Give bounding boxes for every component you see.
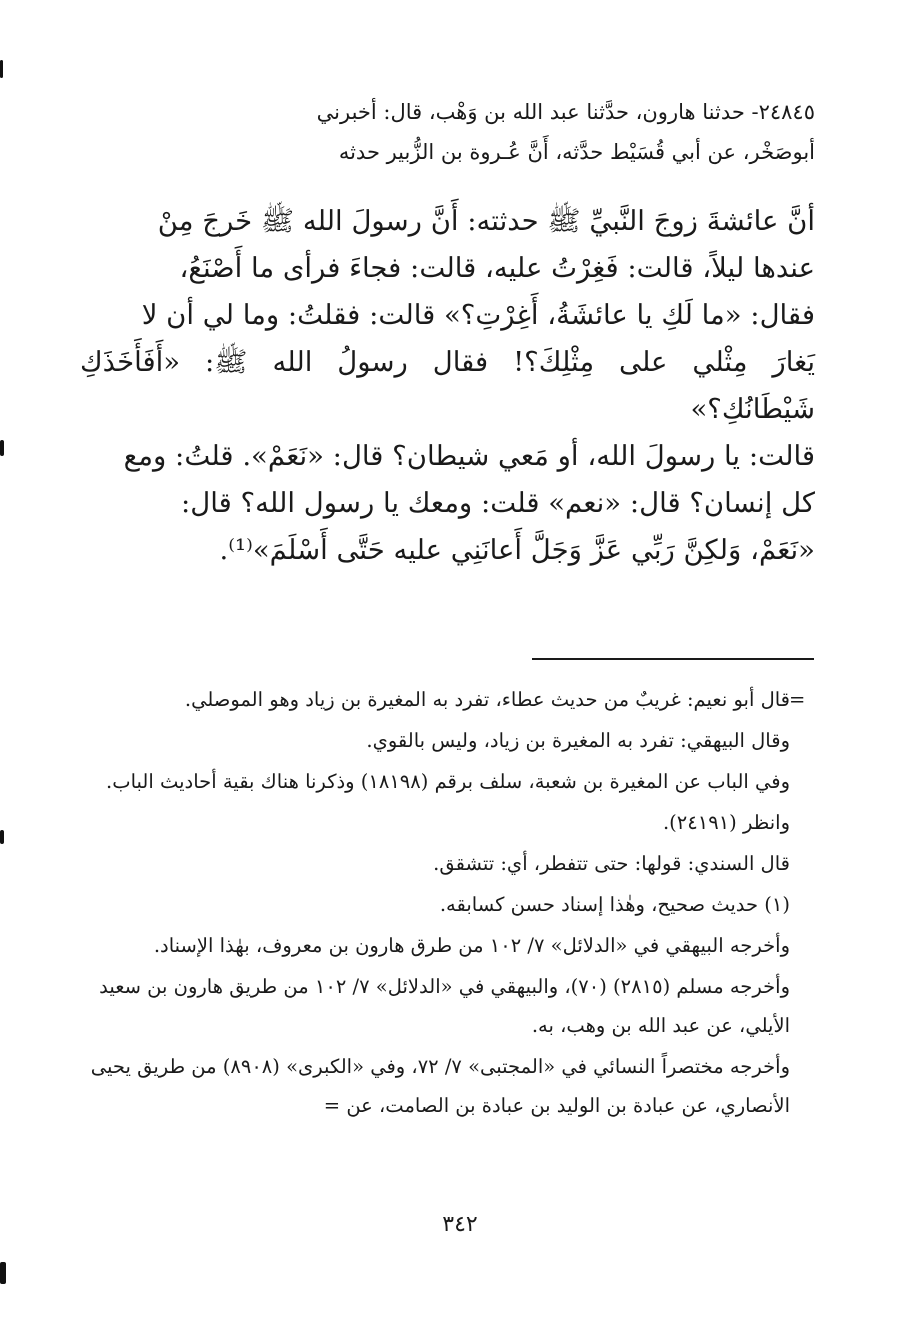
footnote-line: قال أبو نعيم: غريبٌ من حديث عطاء، تفرد به المغيرة بن زياد وهو الموصلي. [184, 688, 790, 711]
page-number: ٣٤٢ [442, 1212, 478, 1237]
footnote-continuation-mark: = [789, 688, 806, 711]
scan-edge-mark [0, 830, 4, 844]
matn-line: قالت: يا رسولَ الله، أو مَعي شيطان؟ قال: «نَعَمْ». قلتُ: ومع [123, 440, 815, 472]
matn-line: كل إنسان؟ قال: «نعم» قلت: ومعك يا رسول الله؟ قال: [181, 487, 815, 519]
footnote-line: وأخرجه مختصراً النسائي في «المجتبى» ٧/ ٧٢، وفي «الكبرى» (٨٩٠٨) من طريق يحيى الأنصاري، عن عبادة بن الوليد بن عبادة بن الصامت، عن = [90, 1055, 790, 1117]
footnotes [80, 680, 790, 1127]
matn-line: فقال: «ما لَكِ يا عائشَةُ، أَغِرْتِ؟» قالت: فقلتُ: وما لي أن لا [141, 299, 815, 331]
footnote-line: وقال البيهقي: تفرد به المغيرة بن زياد، وليس بالقوي. [366, 729, 790, 752]
isnad-line: أبوصَخْر، عن أبي قُسَيْط حدَّثه، أَنَّ عُـروة بن الزُّبير حدثه [338, 140, 815, 164]
scan-edge-mark [0, 1262, 6, 1284]
footnote-line: وأخرجه البيهقي في «الدلائل» ٧/ ١٠٢ من طرق هارون بن معروف، بهٰذا الإسناد. [153, 934, 790, 957]
scan-edge-mark [0, 440, 4, 456]
footnote-line: وفي الباب عن المغيرة بن شعبة، سلف برقم (١٨١٩٨) وذكرنا هناك بقية أحاديث الباب. [106, 770, 790, 793]
hadith-matn [80, 198, 815, 574]
matn-line: أنَّ عائشةَ زوجَ النَّبيِّ ﷺ حدثته: أَنَّ رسولَ الله ﷺ خَرجَ مِنْ [157, 205, 815, 237]
footnote-line: (١) حديث صحيح، وهٰذا إسناد حسن كسابقه. [439, 893, 790, 916]
footnote-line: وانظر (٢٤١٩١). [662, 811, 790, 834]
isnad-line: ٢٤٨٤٥- حدثنا هارون، حدَّثنا عبد الله بن وَهْب، قال: أخبرني [316, 100, 815, 124]
footnote-line: وأخرجه مسلم (٢٨١٥) (٧٠)، والبيهقي في «الدلائل» ٧/ ١٠٢ من طريق هارون بن سعيد الأيلي، عن عبد الله بن وهب، به. [99, 975, 790, 1037]
hadith-isnad [80, 92, 815, 172]
matn-line: عندها ليلاً، قالت: فَغِرْتُ عليه، قالت: فجاءَ فرأى ما أَصْنَعُ، [179, 252, 815, 284]
footnote-separator [532, 658, 814, 660]
matn-line: يَغارَ مِثْلي على مِثْلِكَ؟! فقال رسولُ الله ﷺ: «أَفَأَخَذَكِ شَيْطَانُكِ؟» [80, 346, 815, 425]
matn-line: «نَعَمْ، وَلكِنَّ رَبِّي عَزَّ وَجَلَّ أَعانَنِي عليه حَتَّى أَسْلَمَ»⁽¹⁾. [219, 534, 815, 566]
scan-edge-mark [0, 60, 3, 78]
footnote-line: قال السندي: قولها: حتى تتفطر، أي: تتشقق. [433, 852, 790, 875]
